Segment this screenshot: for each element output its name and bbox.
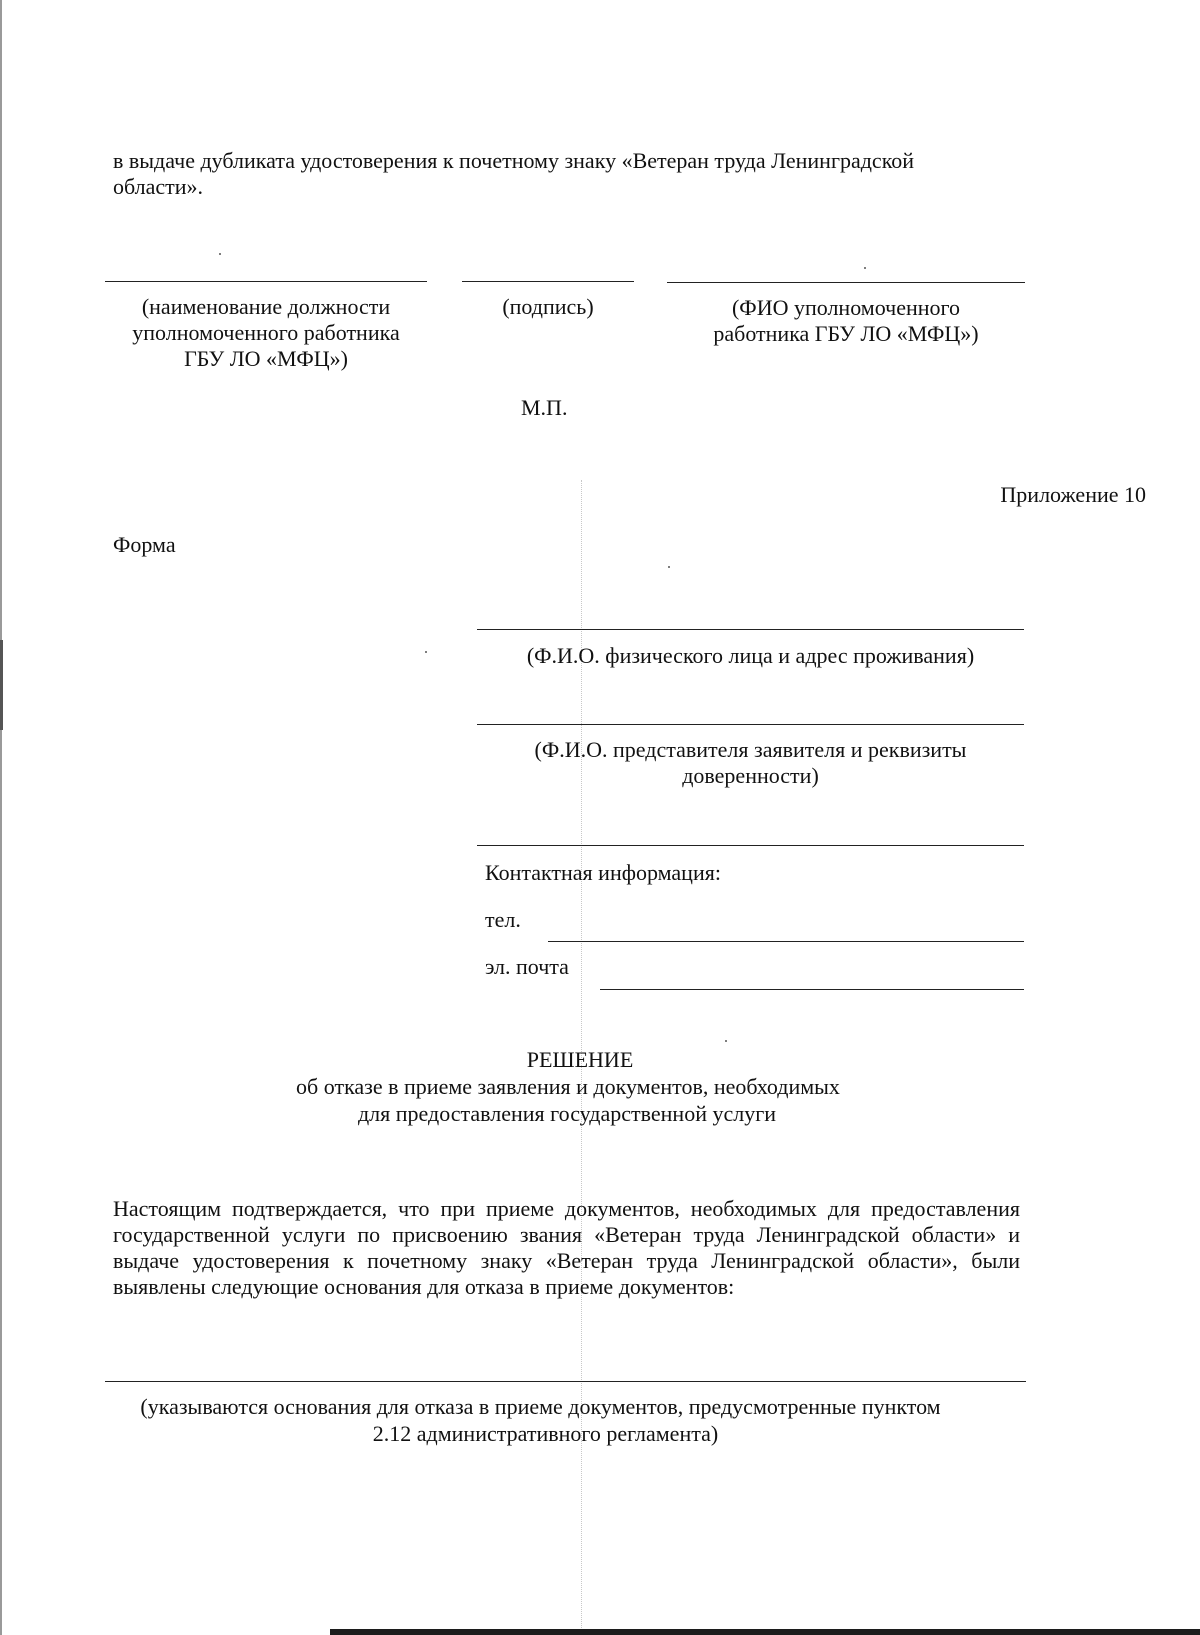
decision-title: РЕШЕНИЕ <box>526 1047 634 1072</box>
position-caption-line: уполномоченного работника <box>132 320 400 345</box>
grounds-caption-line-1: (указываются основания для отказа в приеме документов, предусмотренные пунктом <box>140 1394 941 1419</box>
email-label: эл. почта <box>485 954 569 979</box>
grounds-line <box>105 1381 1026 1382</box>
contact-top-line <box>477 845 1024 846</box>
decision-subtitle-line-1: об отказе в приеме заявления и документов, необходимых <box>296 1074 840 1099</box>
person-caption: (Ф.И.О. физического лица и адрес проживания) <box>526 643 975 668</box>
appendix-label: Приложение 10 <box>1000 482 1146 507</box>
fio-caption <box>667 295 1025 347</box>
fio-caption-line: работника ГБУ ЛО «МФЦ») <box>713 321 979 346</box>
form-label: Форма <box>113 532 176 557</box>
fio-signature-line <box>667 282 1025 283</box>
phone-line <box>548 941 1024 942</box>
position-caption-line: (наименование должности <box>141 294 391 319</box>
stamp-label: М.П. <box>521 395 568 420</box>
position-caption-line: ГБУ ЛО «МФЦ») <box>184 346 348 371</box>
intro-line-1: в выдаче дубликата удостоверения к почетному знаку «Ветеран труда Ленинградской <box>113 148 915 173</box>
position-signature-line <box>105 281 427 282</box>
phone-label: тел. <box>485 907 521 932</box>
scan-left-edge <box>0 0 2 1635</box>
scan-bottom-bar <box>330 1629 1200 1635</box>
scan-left-edge-mark <box>0 640 3 730</box>
representative-caption-line: доверенности) <box>682 763 819 788</box>
scan-speck <box>864 267 866 269</box>
decision-subtitle-line-2: для предоставления государственной услуги <box>357 1101 777 1126</box>
scan-speck <box>668 566 670 568</box>
contact-label: Контактная информация: <box>485 860 721 885</box>
position-caption <box>105 294 427 372</box>
scan-speck <box>219 253 221 255</box>
representative-caption <box>477 737 1024 789</box>
scan-speck <box>725 1040 727 1042</box>
scan-speck <box>425 651 427 653</box>
grounds-caption-line-2: 2.12 административного регламента) <box>372 1421 719 1446</box>
representative-caption-line: (Ф.И.О. представителя заявителя и реквизиты <box>534 737 967 762</box>
body-paragraph: Настоящим подтверждается, что при приеме документов, необходимых для предоставления государственной услуги по присвоению звания «Ветеран труда Ленинградской области» и выдаче удостоверения к почетному знаку «Ветеран труда Ленинградской области», были выявлены следующие основания для отказа в приеме документов: <box>113 1196 1020 1299</box>
fio-caption-line: (ФИО уполномоченного <box>731 295 960 320</box>
representative-line <box>477 724 1024 725</box>
email-line <box>600 989 1024 990</box>
intro-line-2: области». <box>113 174 204 199</box>
signature-caption: (подпись) <box>502 294 594 319</box>
person-line <box>477 629 1024 630</box>
signature-line <box>462 281 634 282</box>
